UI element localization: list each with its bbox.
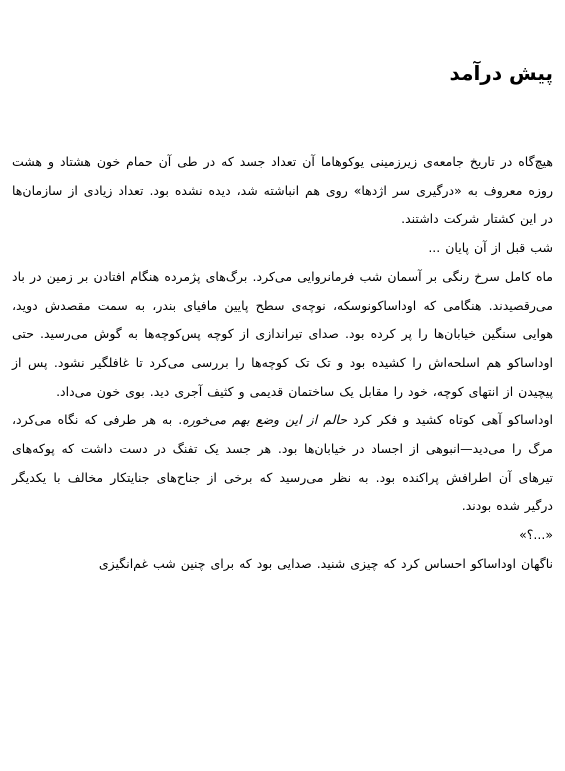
paragraph-night-before: شب قبل از آن پایان ...	[428, 240, 553, 256]
paragraph-odasaku-sigh-start: اوداساکو آهی کوتاه کشید و فکر کرد	[346, 412, 553, 428]
paragraph-suddenly: ناگهان اوداساکو احساس کرد که چیزی شنید. صدایی بود که برای چنین شب غم‌انگیزی	[98, 555, 553, 571]
paragraph-intro: هیچ‌گاه در تاریخ جامعه‌ی زیرزمینی یوکوهاما آن تعداد جسد که در طی آن حمام خون هشتاد و هشت روزه معروف به «درگیری سر اژدها» روی هم انباشته شد، دیده نشده بود. تعداد زیادی از سازمان‌ها در این کشتار شرکت داشتند.	[12, 154, 553, 227]
chapter-title: پیش درآمد	[449, 61, 553, 85]
paragraph-question-dialogue: «...؟»	[519, 527, 553, 543]
paragraph-odasaku-sigh	[12, 406, 553, 521]
italic-thought: حالم از این وضع بهم می‌خوره	[182, 412, 347, 428]
chapter-body	[12, 148, 553, 579]
paragraph-odasaku-sigh-rest: . به هر طرفی که نگاه می‌کرد، مرگ را می‌دید—انبوهی از اجساد در خیابان‌ها بود. هر جسد یک تفنگ در دست داشت که پوکه‌های تیرهای آن اطرافش پراکنده بود. به نظر می‌رسید که برخی از جناح‌های جنایتکار مخالف با یکدیگر درگیر شده بودند.	[12, 412, 553, 514]
paragraph-red-moon: ماه کامل سرخ رنگی بر آسمان شب فرمانروایی می‌کرد. برگ‌های پژمرده هنگام افتادن بر زمین در باد می‌رقصیدند. هنگامی که اوداساکونوسکه، نوچه‌ی سطح پایین مافیای بندر، به سمت مقصدش دوید، هوایی سنگین خیابان‌ها را پر کرده بود. صدای تیراندازی از کوچه پس‌کوچه‌ها به گوش می‌رسید. حتی اوداساکو هم اسلحه‌اش را کشیده بود و تک تک کوچه‌ها را بررسی می‌کرد تا غافلگیر نشود. پس از پیچیدن از انتهای کوچه، خود را مقابل یک ساختمان قدیمی و کثیف آجری دید. بوی خون می‌داد.	[12, 268, 553, 399]
